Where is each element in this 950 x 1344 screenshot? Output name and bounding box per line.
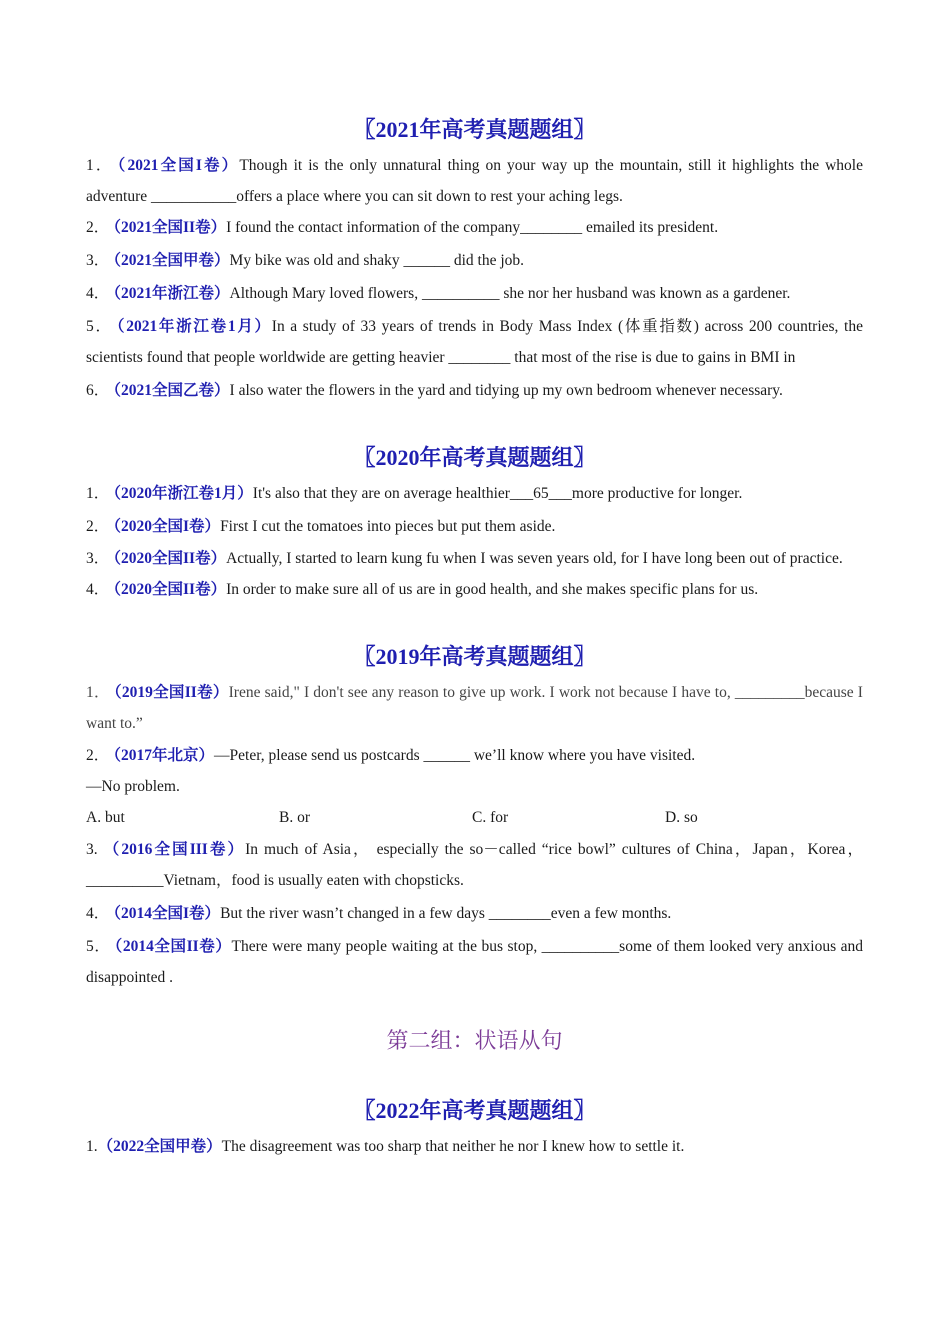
question-source: （2016全国III卷）	[101, 841, 246, 858]
question-source: （2022全国甲卷）	[97, 1138, 222, 1155]
section-title-2021: 〖2021年高考真题题组〗	[353, 117, 596, 142]
section-title-2019: 〖2019年高考真题题组〗	[353, 644, 596, 669]
question-item: 2． （2021全国II卷）I found the contact information of the company________ emailed its president.	[86, 219, 719, 236]
question-item: 6． （2021全国乙卷）I also water the flowers in the yard and tidying up my own bedroom whenever necessary.	[86, 382, 783, 399]
option-c: C. for	[472, 809, 509, 826]
question-source: （2017年北京）	[113, 747, 215, 764]
question-item: 3． （2021全国甲卷）My bike was old and shaky ______ did the job.	[86, 252, 525, 269]
question-item: 3. （2016全国III卷）In much of Asia， especially the so－called “rice bowl” cultures of China，Japan，Korea，__________Vietnam，food is usually eaten with chopsticks.	[86, 841, 863, 889]
question-item: 5． （2021年浙江卷1月）In a study of 33 years of trends in Body Mass Index (体重指数) across 200 countries, the scientists found that people worldwide are getting heavier ________ that most of the rise is due to gains in BMI in	[86, 318, 863, 366]
question-item: 4． （2014全国I卷）But the river wasn’t changed in a few days ________even a few months.	[86, 905, 672, 922]
question-source: （2020全国I卷）	[113, 518, 221, 535]
question-source: （2021年浙江卷1月）	[116, 318, 272, 335]
answer-options	[86, 802, 863, 833]
question-source: （2019全国II卷）	[113, 684, 229, 701]
question-source: （2020全国II卷）	[113, 550, 227, 567]
question-item: 2． （2020全国I卷）First I cut the tomatoes into pieces but put them aside.	[86, 518, 556, 535]
question-item: 1． （2019全国II卷）Irene said," I don't see any reason to give up work. I work not because I have to, _________because I want to.”	[86, 684, 863, 732]
question-source: （2021全国I卷）	[117, 157, 240, 174]
question-item: 4． （2021年浙江卷）Although Mary loved flowers, __________ she nor her husband was known as a gardener.	[86, 285, 791, 302]
question-item: 4． （2020全国II卷）In order to make sure all of us are in good health, and she makes specific plans for us.	[86, 581, 759, 598]
option-d: D. so	[665, 809, 698, 826]
question-source: （2021年浙江卷）	[113, 285, 230, 302]
question-item: 5． （2014全国II卷）There were many people waiting at the bus stop, __________some of them looked very anxious and disappointed .	[86, 938, 863, 986]
option-a: A. but	[86, 809, 125, 826]
question-source: （2021全国II卷）	[113, 219, 227, 236]
question-source: （2020全国II卷）	[113, 581, 227, 598]
section-title-2020: 〖2020年高考真题题组〗	[353, 445, 596, 470]
question-source: （2021全国乙卷）	[113, 382, 230, 399]
question-item: 1． （2021全国I卷）Though it is the only unnatural thing on your way up the mountain, still it highlights the whole adventure ___________offers a place where you can sit down to rest your aching legs.	[86, 157, 863, 205]
section-title-2022: 〖2022年高考真题题组〗	[353, 1098, 596, 1123]
question-source: （2021全国甲卷）	[113, 252, 230, 269]
question-source: （2020年浙江卷1月）	[113, 485, 253, 502]
question-item: 1.（2022全国甲卷）The disagreement was too sharp that neither he nor I knew how to settle it.	[86, 1138, 685, 1155]
document-page	[86, 112, 863, 1162]
question-item: —No problem.	[86, 778, 180, 795]
question-item: 2． （2017年北京）—Peter, please send us postcards ______ we’ll know where you have visited.	[86, 747, 696, 764]
question-item: 1． （2020年浙江卷1月）It's also that they are on average healthier___65___more productive for longer.	[86, 485, 743, 502]
question-source: （2014全国II卷）	[114, 938, 232, 955]
option-b: B. or	[279, 809, 310, 826]
group-title: 第二组：状语从句	[386, 1028, 563, 1053]
question-source: （2014全国I卷）	[113, 905, 221, 922]
question-item: 3． （2020全国II卷）Actually, I started to learn kung fu when I was seven years old, for I have long been out of practice.	[86, 550, 843, 567]
